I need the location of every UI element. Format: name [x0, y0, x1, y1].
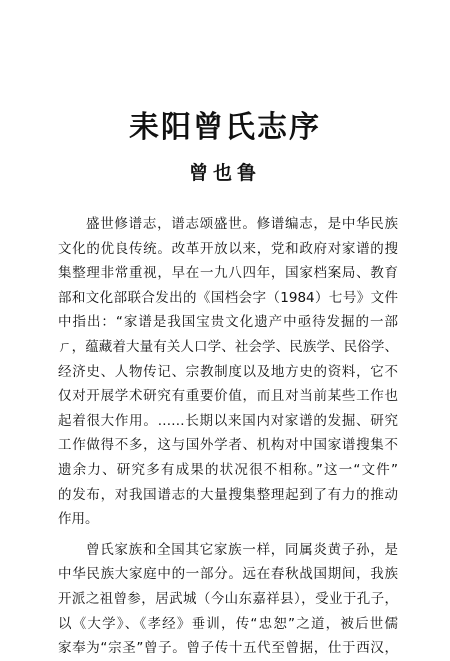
- text-line: 遗余力、研究多有成果的状况很不相称。”这一“文件”: [58, 461, 398, 478]
- text-line: 文化的优良传统。改革开放以来，党和政府对家谱的搜: [58, 240, 398, 257]
- text-line: 起着很大作用。……长期以来国内对家谱的发掘、研究: [58, 412, 398, 429]
- text-line: 曾氏家族和全国其它家族一样，同属炎黄子孙，是: [86, 541, 398, 558]
- text-line: 经济史、人物传记、宗教制度以及地方史的资料，它不: [58, 363, 398, 380]
- text-line: 盛世修谱志，谱志颂盛世。修谱编志，是中华民族: [86, 216, 398, 232]
- text-line: 的发布，对我国谱志的大量搜集整理起到了有力的推动: [58, 486, 398, 503]
- document-title: 耒阳曾氏志序: [129, 110, 321, 145]
- text-line: 作用。: [58, 511, 99, 528]
- text-line: 家奉为“宗圣”曾子。曾子传十五代至曾据，仕于西汉，: [58, 640, 398, 657]
- paragraph-1: [58, 212, 398, 532]
- text-line: 集整理非常重视，早在一九八四年，国家档案局、教育: [58, 265, 398, 282]
- text-line: 工作做得不多，这与国外学者、机构对中国家谱搜集不: [58, 437, 398, 454]
- body-text: [58, 212, 398, 661]
- text-line: 仅对开展学术研究有重要价值，而且对当前某些工作也: [58, 388, 398, 405]
- text-line: 中华民族大家庭中的一部分。远在春秋战国期间，我族: [58, 566, 398, 583]
- text-line: 中指出：“家谱是我国宝贵文化遗产中亟待发掘的一部: [58, 314, 398, 331]
- text-line: 部和文化部联合发出的《国档会字（1984）七号》文件: [58, 289, 398, 306]
- paragraph-2: [58, 538, 398, 661]
- text-line: ㄏ，蕴藏着大量有关人口学、社会学、民族学、民俗学、: [58, 338, 398, 355]
- text-line: 以《大学》、《孝经》垂训，传“忠恕”之道，被后世儒: [58, 615, 398, 632]
- text-line: 开派之祖曾参，居武城（今山东嘉祥县），受业于孔子，: [58, 590, 398, 607]
- author-name: 曾也鲁: [188, 162, 261, 184]
